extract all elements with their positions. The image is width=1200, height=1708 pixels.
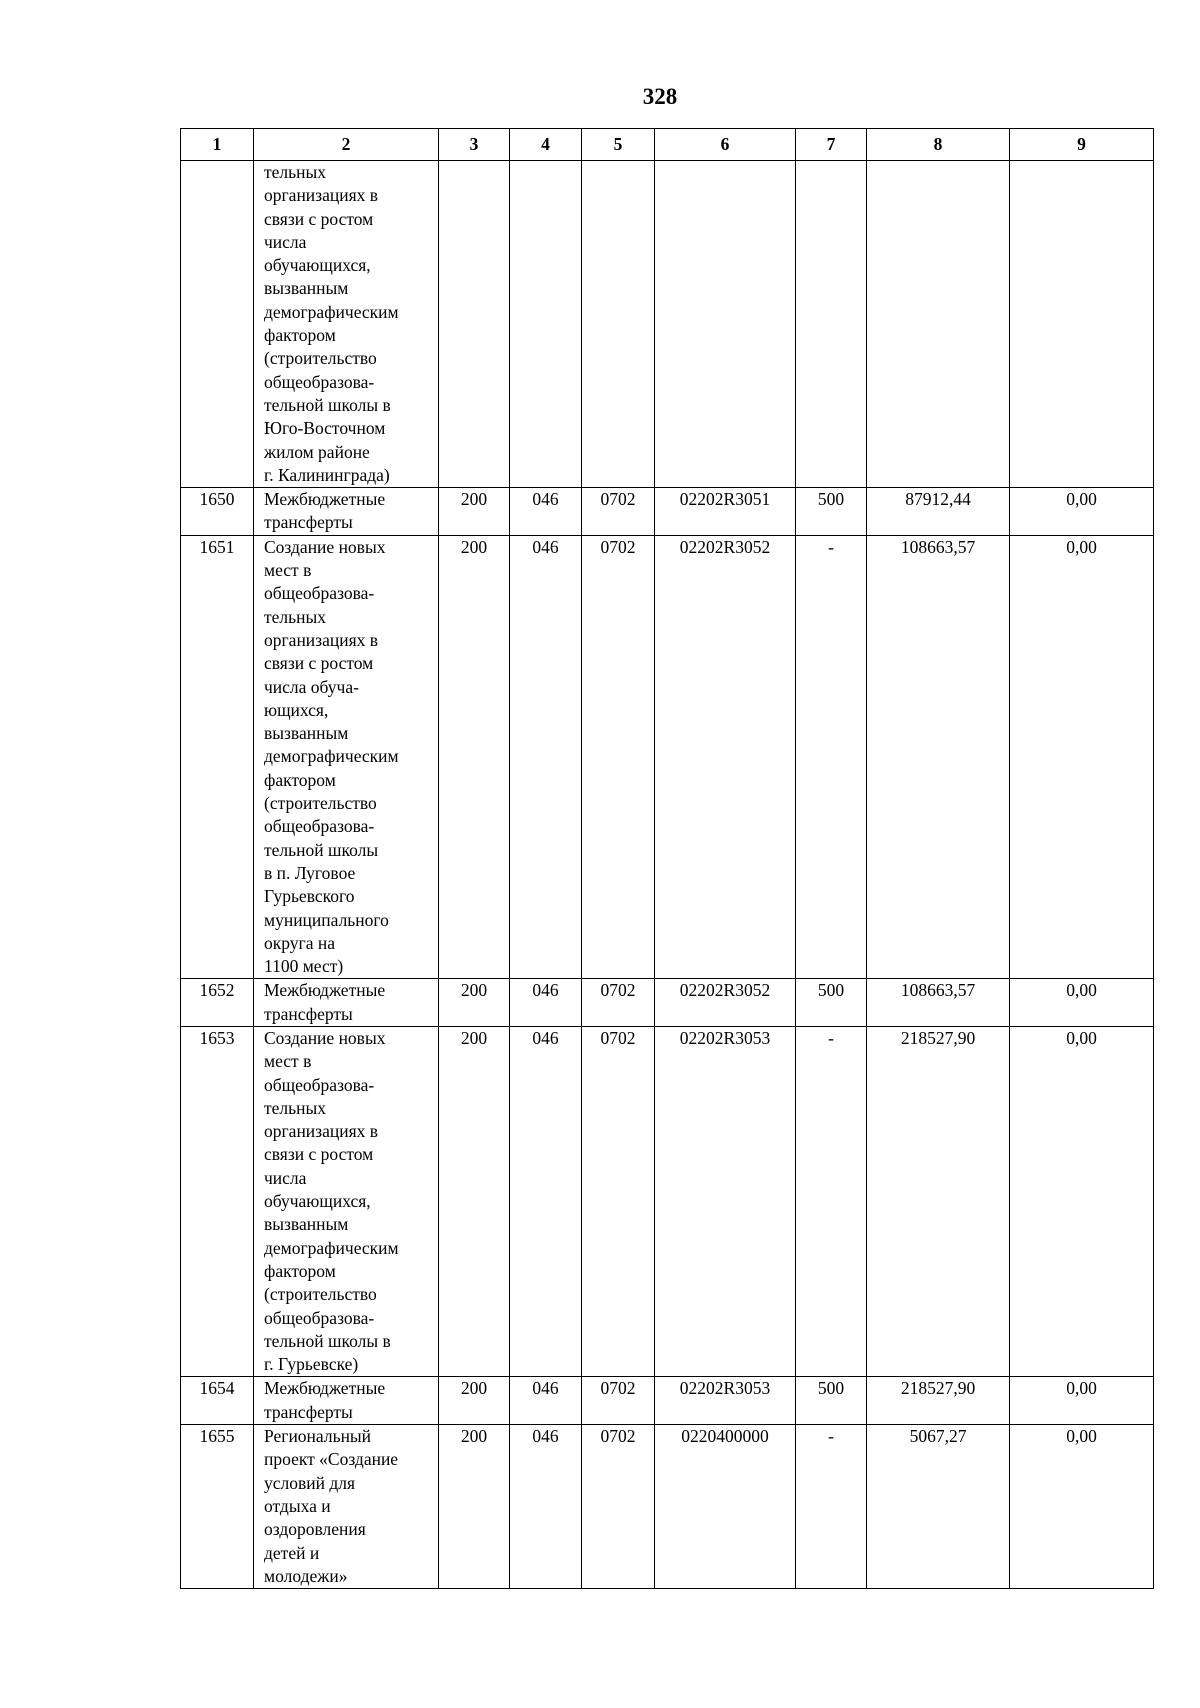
description-line: (строительство xyxy=(264,348,377,369)
description-line: тельной школы в xyxy=(264,394,391,415)
description-line: молодежи» xyxy=(264,1565,348,1586)
description-cell xyxy=(254,535,439,979)
header-row xyxy=(181,129,1154,161)
page-number: 328 xyxy=(642,84,678,109)
description-line: числа обуча- xyxy=(264,676,359,697)
code-cell-4: 046 xyxy=(510,535,582,979)
description-line: трансферты xyxy=(264,1401,353,1422)
code-cell-7: - xyxy=(796,1026,867,1376)
table-row xyxy=(181,488,1154,536)
code-cell-7: 500 xyxy=(796,488,867,536)
description-line: вызванным xyxy=(264,723,349,744)
description-line: проект «Создание xyxy=(264,1449,399,1470)
amount-cell-9: 0,00 xyxy=(1010,1026,1154,1376)
amount-cell-9: 0,00 xyxy=(1010,1425,1154,1589)
table-row xyxy=(181,1377,1154,1425)
code-cell-5: 0702 xyxy=(582,535,655,979)
description-line: оздоровления xyxy=(264,1519,366,1540)
description-line: (строительство xyxy=(264,793,377,814)
description-line: связи с ростом xyxy=(264,653,374,674)
description-line: вызванным xyxy=(264,1214,349,1235)
code-cell-3 xyxy=(439,161,510,488)
amount-cell-8: 108663,57 xyxy=(867,979,1010,1027)
description-line: организациях в xyxy=(264,629,379,650)
description-line: трансферты xyxy=(264,512,353,533)
description-line: числа xyxy=(264,231,307,252)
description-line: в п. Луговое xyxy=(264,862,356,883)
row-number-cell: 1655 xyxy=(181,1425,254,1589)
description-cell xyxy=(254,1377,439,1425)
description-line: Региональный xyxy=(264,1426,372,1447)
description-line: демографическим xyxy=(264,746,399,767)
column-header: 7 xyxy=(796,129,867,161)
code-cell-7: 500 xyxy=(796,979,867,1027)
description-line: общеобразова- xyxy=(264,583,375,604)
column-header: 8 xyxy=(867,129,1010,161)
description-line: Юго-Восточном xyxy=(264,418,386,439)
amount-cell-8: 87912,44 xyxy=(867,488,1010,536)
description-line: числа xyxy=(264,1167,307,1188)
description-line: трансферты xyxy=(264,1003,353,1024)
code-cell-3: 200 xyxy=(439,535,510,979)
code-cell-4: 046 xyxy=(510,1425,582,1589)
description-line: округа на xyxy=(264,932,335,953)
row-number-cell: 1653 xyxy=(181,1026,254,1376)
description-line: связи с ростом xyxy=(264,1144,374,1165)
amount-cell-9 xyxy=(1010,161,1154,488)
code-cell-6: 02202R3053 xyxy=(655,1026,796,1376)
code-cell-6: 02202R3051 xyxy=(655,488,796,536)
table-row xyxy=(181,161,1154,488)
description-line: общеобразова- xyxy=(264,816,375,837)
code-cell-3: 200 xyxy=(439,1026,510,1376)
description-line: тельной школы в xyxy=(264,1330,391,1351)
code-cell-4: 046 xyxy=(510,488,582,536)
row-number-cell xyxy=(181,161,254,488)
description-line: детей и xyxy=(264,1542,320,1563)
table-row xyxy=(181,1026,1154,1376)
code-cell-4 xyxy=(510,161,582,488)
description-cell xyxy=(254,488,439,536)
column-header: 5 xyxy=(582,129,655,161)
amount-cell-9: 0,00 xyxy=(1010,979,1154,1027)
code-cell-3: 200 xyxy=(439,1377,510,1425)
code-cell-6: 02202R3053 xyxy=(655,1377,796,1425)
table-row xyxy=(181,979,1154,1027)
description-line: ющихся, xyxy=(264,699,329,720)
column-header: 6 xyxy=(655,129,796,161)
amount-cell-8: 218527,90 xyxy=(867,1026,1010,1376)
description-line: мест в xyxy=(264,1051,312,1072)
code-cell-4: 046 xyxy=(510,1377,582,1425)
description-cell xyxy=(254,979,439,1027)
code-cell-7: - xyxy=(796,1425,867,1589)
row-number-cell: 1650 xyxy=(181,488,254,536)
amount-cell-8: 108663,57 xyxy=(867,535,1010,979)
amount-cell-8: 5067,27 xyxy=(867,1425,1010,1589)
code-cell-5: 0702 xyxy=(582,979,655,1027)
code-cell-3: 200 xyxy=(439,488,510,536)
amount-cell-8 xyxy=(867,161,1010,488)
description-line: муниципального xyxy=(264,909,389,930)
description-line: условий для xyxy=(264,1472,356,1493)
code-cell-6: 02202R3052 xyxy=(655,979,796,1027)
column-header: 1 xyxy=(181,129,254,161)
description-line: общеобразова- xyxy=(264,1307,375,1328)
table-row xyxy=(181,1425,1154,1589)
description-line: Создание новых xyxy=(264,536,386,557)
column-header: 2 xyxy=(254,129,439,161)
code-cell-7: - xyxy=(796,535,867,979)
code-cell-7: 500 xyxy=(796,1377,867,1425)
description-line: 1100 мест) xyxy=(264,956,344,977)
description-line: отдыха и xyxy=(264,1495,331,1516)
description-line: (строительство xyxy=(264,1284,377,1305)
description-line: фактором xyxy=(264,325,336,346)
description-line: тельных xyxy=(264,1097,327,1118)
description-cell xyxy=(254,1026,439,1376)
description-line: организациях в xyxy=(264,185,379,206)
description-line: Межбюджетные xyxy=(264,489,386,510)
code-cell-5: 0702 xyxy=(582,488,655,536)
code-cell-3: 200 xyxy=(439,1425,510,1589)
description-line: Межбюджетные xyxy=(264,980,386,1001)
description-line: организациях в xyxy=(264,1121,379,1142)
description-line: тельных xyxy=(264,606,327,627)
description-line: демографическим xyxy=(264,301,399,322)
code-cell-6 xyxy=(655,161,796,488)
description-line: Создание новых xyxy=(264,1027,386,1048)
row-number-cell: 1654 xyxy=(181,1377,254,1425)
description-line: жилом районе xyxy=(264,441,370,462)
code-cell-6: 0220400000 xyxy=(655,1425,796,1589)
description-line: мест в xyxy=(264,560,312,581)
description-line: Гурьевского xyxy=(264,886,355,907)
column-header: 3 xyxy=(439,129,510,161)
description-line: связи с ростом xyxy=(264,208,374,229)
row-number-cell: 1652 xyxy=(181,979,254,1027)
code-cell-5 xyxy=(582,161,655,488)
description-line: Межбюджетные xyxy=(264,1378,386,1399)
description-line: фактором xyxy=(264,1260,336,1281)
amount-cell-9: 0,00 xyxy=(1010,488,1154,536)
description-cell xyxy=(254,161,439,488)
description-line: тельной школы xyxy=(264,839,379,860)
description-line: тельных xyxy=(264,162,327,182)
description-line: демографическим xyxy=(264,1237,399,1258)
description-line: фактором xyxy=(264,769,336,790)
code-cell-7 xyxy=(796,161,867,488)
code-cell-3: 200 xyxy=(439,979,510,1027)
description-line: обучающихся, xyxy=(264,1191,371,1212)
amount-cell-9: 0,00 xyxy=(1010,1377,1154,1425)
code-cell-4: 046 xyxy=(510,979,582,1027)
description-line: вызванным xyxy=(264,278,349,299)
table-body xyxy=(181,161,1154,1589)
column-header: 4 xyxy=(510,129,582,161)
row-number-cell: 1651 xyxy=(181,535,254,979)
code-cell-5: 0702 xyxy=(582,1425,655,1589)
description-line: общеобразова- xyxy=(264,1074,375,1095)
budget-table xyxy=(180,128,1154,1589)
table-row xyxy=(181,535,1154,979)
amount-cell-9: 0,00 xyxy=(1010,535,1154,979)
code-cell-6: 02202R3052 xyxy=(655,535,796,979)
description-line: г. Калининграда) xyxy=(264,464,390,485)
code-cell-5: 0702 xyxy=(582,1026,655,1376)
description-cell xyxy=(254,1425,439,1589)
amount-cell-8: 218527,90 xyxy=(867,1377,1010,1425)
code-cell-5: 0702 xyxy=(582,1377,655,1425)
description-line: г. Гурьевске) xyxy=(264,1354,359,1375)
code-cell-4: 046 xyxy=(510,1026,582,1376)
description-line: обучающихся, xyxy=(264,255,371,276)
description-line: общеобразова- xyxy=(264,371,375,392)
column-header: 9 xyxy=(1010,129,1154,161)
